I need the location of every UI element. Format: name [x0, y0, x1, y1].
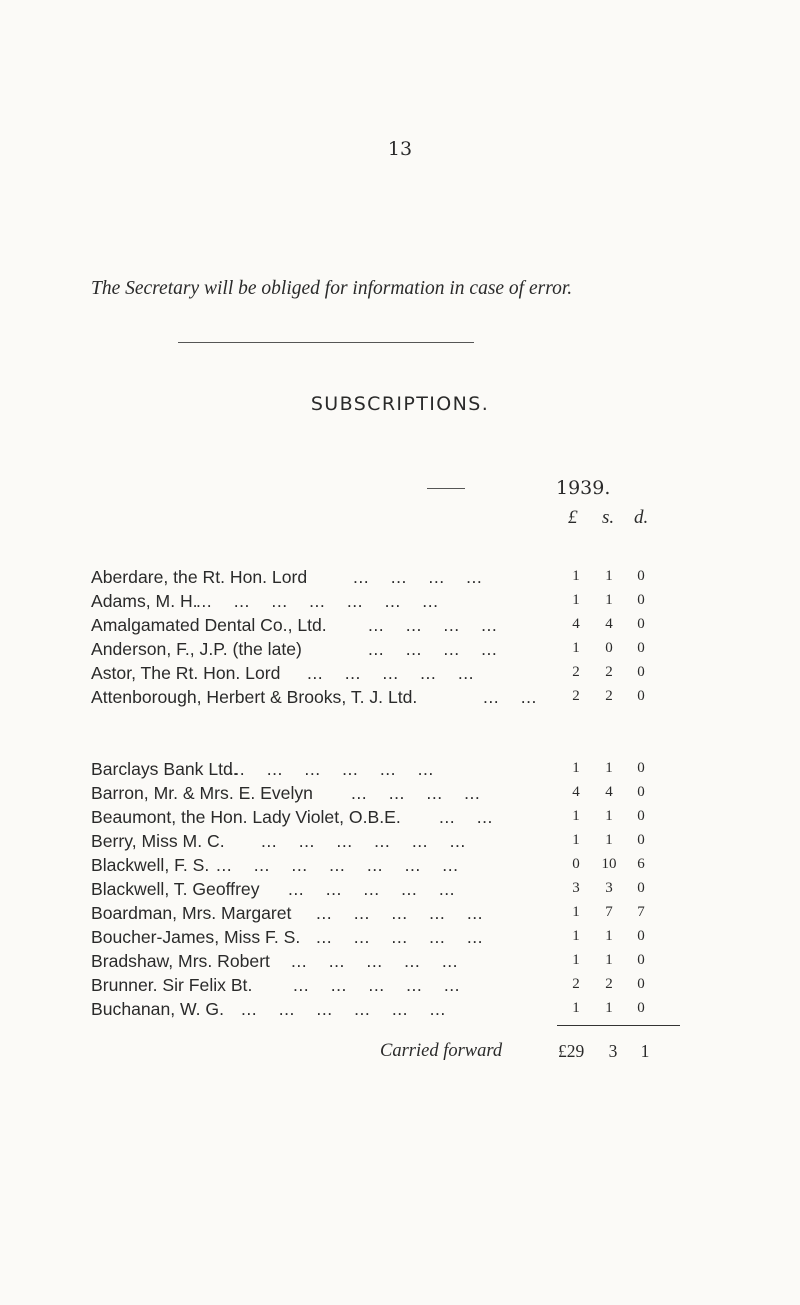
leader-dots: ... ... ... ... ... — [307, 663, 475, 683]
subscription-row — [91, 879, 661, 903]
amount-shillings: 1 — [605, 928, 613, 944]
subscription-row — [91, 759, 661, 783]
leader-dots: ... ... ... ... ... — [291, 951, 459, 971]
amount-shillings: 1 — [605, 568, 613, 584]
total-pence: 1 — [640, 1041, 650, 1061]
subscriber-name: Boucher-James, Miss F. S. — [91, 927, 301, 947]
carried-forward-label: Carried forward — [380, 1041, 503, 1061]
leader-dots: ... ... — [439, 807, 493, 827]
total-rule — [557, 1025, 680, 1026]
amount-pounds: 2 — [572, 688, 580, 704]
leader-dots: ... ... ... ... ... ... ... — [196, 591, 439, 611]
subscription-row — [91, 807, 661, 831]
amount-pence: 0 — [637, 568, 645, 584]
error-notice: The Secretary will be obliged for information in case of error. — [91, 278, 573, 299]
amount-pence: 0 — [637, 664, 645, 680]
page-number: 13 — [387, 138, 413, 160]
subscription-row — [91, 687, 661, 711]
amount-pence: 0 — [637, 832, 645, 848]
leader-dots: ... ... ... ... ... ... — [261, 831, 466, 851]
leader-dots: ... ... ... ... ... ... ... — [216, 855, 459, 875]
year-dash — [427, 488, 465, 489]
amount-pounds: 1 — [572, 928, 580, 944]
subscription-row — [91, 999, 661, 1023]
total-shillings: 3 — [608, 1041, 618, 1061]
subscription-row — [91, 567, 661, 591]
page-title: SUBSCRIPTIONS. — [310, 393, 490, 415]
amount-pence: 6 — [637, 856, 645, 872]
subscription-row — [91, 975, 661, 999]
carried-forward-row — [0, 1041, 800, 1067]
amount-shillings: 2 — [605, 688, 613, 704]
leader-dots: ... ... ... ... — [368, 615, 498, 635]
leader-dots: ... ... ... ... — [351, 783, 481, 803]
leader-dots: ... ... ... ... — [353, 567, 483, 587]
amount-pence: 0 — [637, 688, 645, 704]
amount-pounds: 0 — [572, 856, 580, 872]
amount-shillings: 1 — [605, 832, 613, 848]
amount-shillings: 7 — [605, 904, 613, 920]
total-pounds: £29 — [558, 1041, 585, 1061]
subscription-row — [91, 903, 661, 927]
amount-pence: 0 — [637, 808, 645, 824]
amount-shillings: 2 — [605, 664, 613, 680]
subscriber-name: Beaumont, the Hon. Lady Violet, O.B.E. — [91, 807, 401, 827]
amount-pence: 7 — [637, 904, 645, 920]
subscription-row — [91, 831, 661, 855]
amount-pence: 0 — [637, 760, 645, 776]
amount-shillings: 1 — [605, 592, 613, 608]
subscription-row — [91, 591, 661, 615]
amount-pounds: 1 — [572, 904, 580, 920]
subscription-row — [91, 783, 661, 807]
amount-pence: 0 — [637, 952, 645, 968]
subscriber-name: Brunner. Sir Felix Bt. — [91, 975, 253, 995]
amount-pounds: 1 — [572, 640, 580, 656]
divider-rule — [178, 342, 474, 343]
leader-dots: ... ... ... ... ... ... — [241, 999, 446, 1019]
leader-dots: ... ... ... ... ... — [288, 879, 456, 899]
amount-shillings: 0 — [605, 640, 613, 656]
leader-dots: ... ... — [483, 687, 537, 707]
amount-shillings: 1 — [605, 808, 613, 824]
subscription-row — [91, 927, 661, 951]
subscriber-name: Anderson, F., J.P. (the late) — [91, 639, 302, 659]
subscriber-name: Amalgamated Dental Co., Ltd. — [91, 615, 327, 635]
amount-pounds: 1 — [572, 832, 580, 848]
leader-dots: ... ... ... ... ... ... — [229, 759, 434, 779]
subscriber-name: Buchanan, W. G. — [91, 999, 225, 1019]
amount-shillings: 1 — [605, 760, 613, 776]
pounds-column-header: £ — [568, 507, 578, 528]
subscription-row — [91, 855, 661, 879]
subscription-row — [91, 951, 661, 975]
amount-pounds: 1 — [572, 592, 580, 608]
amount-shillings: 1 — [605, 1000, 613, 1016]
amount-shillings: 2 — [605, 976, 613, 992]
amount-pence: 0 — [637, 592, 645, 608]
subscriber-name: Berry, Miss M. C. — [91, 831, 225, 851]
leader-dots: ... ... ... ... — [368, 639, 498, 659]
subscription-row — [91, 615, 661, 639]
amount-pence: 0 — [637, 616, 645, 632]
amount-pounds: 1 — [572, 568, 580, 584]
subscriber-name: Boardman, Mrs. Margaret — [91, 903, 292, 923]
amount-pence: 0 — [637, 640, 645, 656]
amount-pounds: 1 — [572, 808, 580, 824]
subscriber-name: Aberdare, the Rt. Hon. Lord — [91, 567, 308, 587]
subscriber-name: Blackwell, F. S. — [91, 855, 210, 875]
amount-pence: 0 — [637, 1000, 645, 1016]
amount-shillings: 10 — [601, 856, 617, 872]
subscriber-name: Adams, M. H. — [91, 591, 198, 611]
amount-pence: 0 — [637, 784, 645, 800]
amount-pence: 0 — [637, 976, 645, 992]
amount-pounds: 4 — [572, 616, 580, 632]
amount-shillings: 3 — [605, 880, 613, 896]
subscription-row — [91, 639, 661, 663]
year-heading: 1939. — [556, 477, 611, 499]
amount-pounds: 1 — [572, 760, 580, 776]
amount-shillings: 4 — [605, 784, 613, 800]
amount-pounds: 2 — [572, 976, 580, 992]
amount-pounds: 1 — [572, 1000, 580, 1016]
subscriber-name: Attenborough, Herbert & Brooks, T. J. Ltd. — [91, 687, 418, 707]
leader-dots: ... ... ... ... ... — [316, 903, 484, 923]
amount-pounds: 1 — [572, 952, 580, 968]
amount-shillings: 4 — [605, 616, 613, 632]
subscriber-name: Bradshaw, Mrs. Robert — [91, 951, 270, 971]
pence-column-header: d. — [634, 507, 649, 528]
amount-pence: 0 — [637, 880, 645, 896]
amount-pounds: 2 — [572, 664, 580, 680]
shillings-column-header: s. — [602, 507, 615, 528]
leader-dots: ... ... ... ... ... — [293, 975, 461, 995]
amount-shillings: 1 — [605, 952, 613, 968]
subscription-row — [91, 663, 661, 687]
amount-pounds: 3 — [572, 880, 580, 896]
subscriber-name: Barclays Bank Ltd. — [91, 759, 238, 779]
amount-pounds: 4 — [572, 784, 580, 800]
leader-dots: ... ... ... ... ... — [316, 927, 484, 947]
subscriber-name: Barron, Mr. & Mrs. E. Evelyn — [91, 783, 313, 803]
subscriber-name: Astor, The Rt. Hon. Lord — [91, 663, 281, 683]
subscriber-name: Blackwell, T. Geoffrey — [91, 879, 260, 899]
amount-pence: 0 — [637, 928, 645, 944]
